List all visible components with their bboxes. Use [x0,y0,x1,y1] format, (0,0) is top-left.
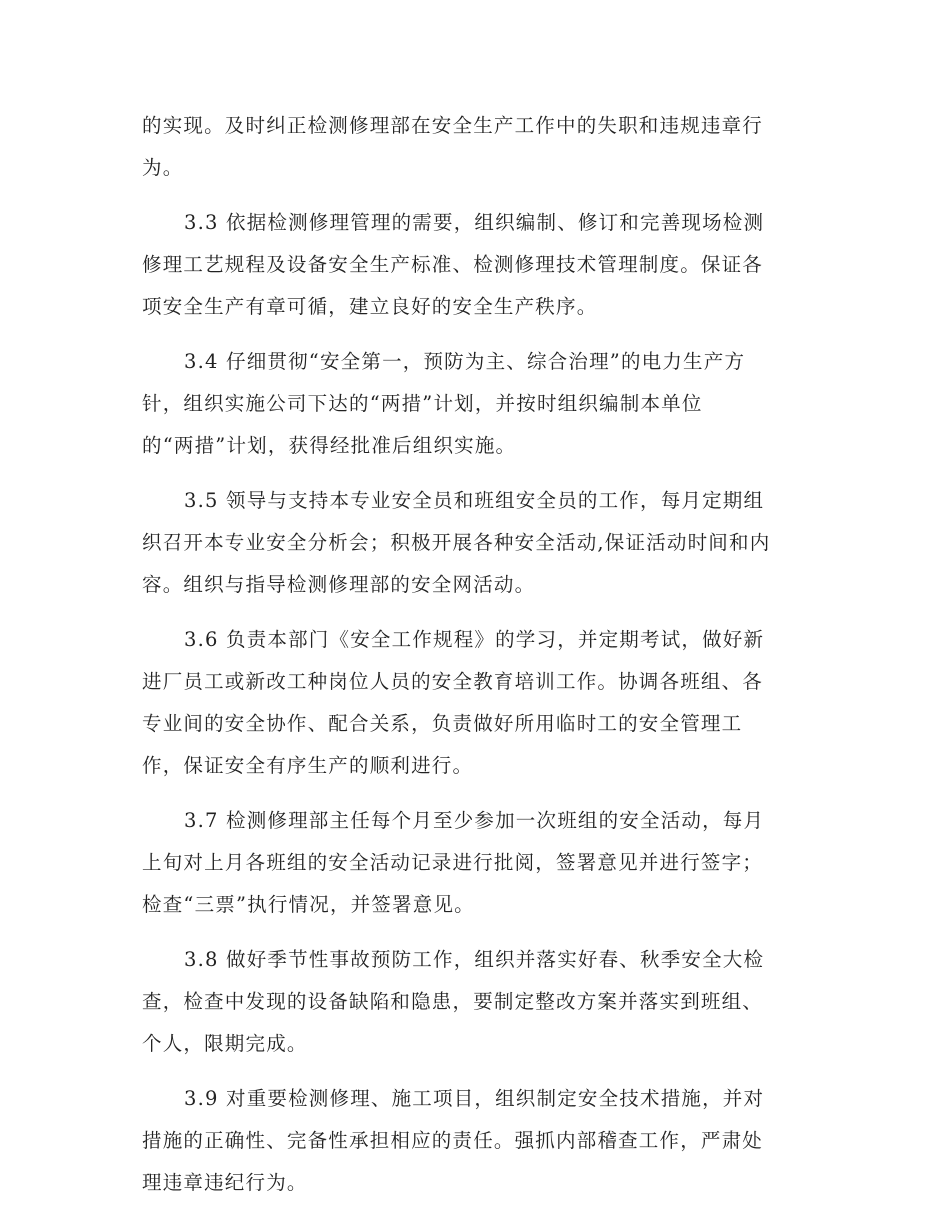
text-line: 个人，限期完成。 [142,1032,308,1055]
text-line: 3.8 做好季节性事故预防工作，组织并落实好春、秋季安全大检 [184,948,765,971]
text-line: 容。组织与指导检测修理部的安全网活动。 [142,573,536,596]
text-line: 3.5 领导与支持本专业安全员和班组安全员的工作，每月定期组 [184,489,765,512]
text-line: 进厂员工或新改工种岗位人员的安全教育培训工作。协调各班组、各 [142,670,764,693]
text-line: 查，检查中发现的设备缺陷和隐患，要制定整改方案并落实到班组、 [142,990,764,1013]
text-line: 检查“三票”执行情况，并签署意见。 [142,893,475,916]
text-line: 的“两措”计划，获得经批准后组织实施。 [142,434,517,457]
text-line: 为。 [142,156,184,179]
text-line: 项安全生产有章可循，建立良好的安全生产秩序。 [142,295,598,318]
text-line: 3.4 仔细贯彻“安全第一，预防为主、综合治理”的电力生产方 [184,350,746,373]
document-body [142,105,806,1217]
text-line: 作，保证安全有序生产的顺利进行。 [142,754,474,777]
text-line: 针，组织实施公司下达的“两措”计划，并按时组织编制本单位 [142,392,703,415]
text-line: 的实现。及时纠正检测修理部在安全生产工作中的失职和违规违章行 [142,114,764,137]
paragraph-3-5 [142,480,806,606]
text-line: 3.3 依据检测修理管理的需要，组织编制、修订和完善现场检测 [184,211,765,234]
text-line: 专业间的安全协作、配合关系，负责做好所用临时工的安全管理工 [142,712,743,735]
paragraph-3-6 [142,619,806,787]
text-line: 理违章违纪行为。 [142,1171,308,1194]
paragraph-3-4 [142,341,806,467]
text-line: 3.7 检测修理部主任每个月至少参加一次班组的安全活动，每月 [184,809,765,832]
paragraph-3-8 [142,939,806,1065]
paragraph-3-3 [142,202,806,328]
text-line: 修理工艺规程及设备安全生产标准、检测修理技术管理制度。保证各 [142,253,764,276]
text-line: 上旬对上月各班组的安全活动记录进行批阅，签署意见并进行签字； [142,851,764,874]
paragraph-3-9 [142,1078,806,1204]
text-line: 3.9 对重要检测修理、施工项目，组织制定安全技术措施，并对 [184,1087,765,1110]
text-line: 3.6 负责本部门《安全工作规程》的学习，并定期考试，做好新 [184,628,765,651]
paragraph-3-7 [142,800,806,926]
text-line: 措施的正确性、完备性承担相应的责任。强抓内部稽查工作，严肃处 [142,1129,764,1152]
text-line: 织召开本专业安全分析会；积极开展各种安全活动,保证活动时间和内 [142,531,771,554]
paragraph-continuation [142,105,806,189]
